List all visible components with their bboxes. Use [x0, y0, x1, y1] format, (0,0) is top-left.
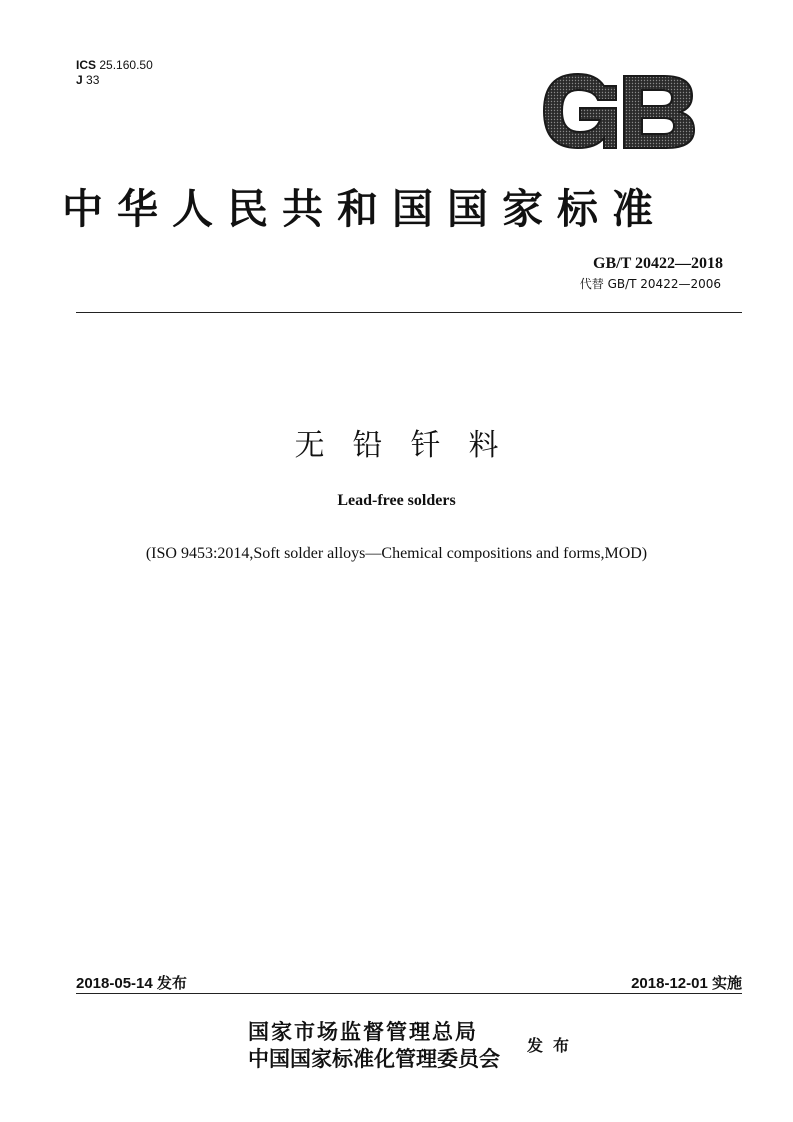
issuer-samr: 国家市场监督管理总局	[248, 1020, 478, 1044]
implementation-date: 2018-12-01 实施	[631, 975, 742, 992]
gb-logo	[538, 70, 698, 152]
standard-number	[593, 255, 723, 273]
gb-logo-icon	[538, 70, 698, 152]
standard-number-text: GB/T 20422—2018	[593, 255, 723, 272]
issue-date: 2018-05-14 发布	[76, 975, 187, 992]
adoption-note: (ISO 9453:2014,Soft solder alloys—Chemical compositions and forms,MOD)	[145, 545, 648, 562]
ccs-classification	[76, 73, 99, 87]
issuer-sac: 中国国家标准化管理委员会	[248, 1047, 500, 1071]
ics-code: 25.160.50	[99, 58, 153, 72]
ccs-label: J	[76, 73, 83, 87]
bottom-divider	[76, 993, 742, 994]
title-chinese: 无铅钎料	[294, 428, 527, 463]
ccs-code: 33	[86, 73, 100, 87]
ics-label: ICS	[76, 58, 97, 72]
ics-classification	[76, 58, 153, 72]
publish-label: 发布	[527, 1036, 580, 1055]
title-english: Lead-free solders	[337, 492, 456, 509]
replaces-note: 代替 GB/T 20422—2006	[579, 277, 721, 291]
top-divider	[76, 312, 742, 313]
standard-type-heading: 中华人民共和国国家标准	[62, 185, 667, 233]
